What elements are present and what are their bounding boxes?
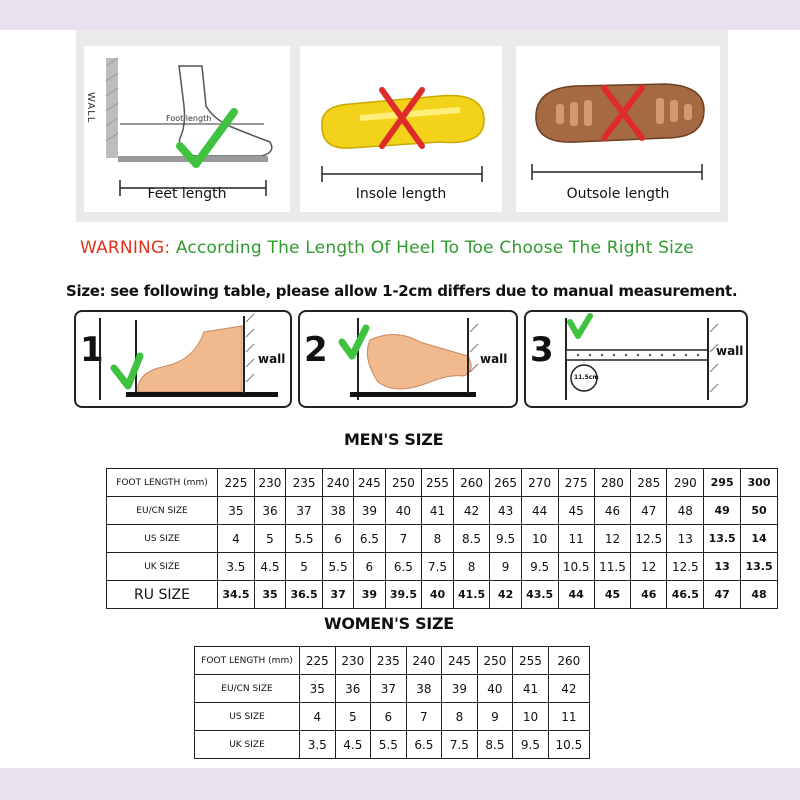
size-cell: 38: [322, 497, 353, 525]
size-cell: 240: [406, 647, 442, 675]
size-cell: 11.5: [594, 553, 630, 581]
row-label: EU/CN SIZE: [195, 675, 300, 703]
size-cell: 35: [218, 497, 255, 525]
size-cell: 37: [322, 581, 353, 609]
size-cell: 36.5: [286, 581, 323, 609]
size-cell: 270: [521, 469, 558, 497]
size-cell: 7.5: [422, 553, 453, 581]
size-cell: 10.5: [548, 731, 589, 759]
measurement-panels: [76, 30, 728, 222]
step-3-panel: [524, 310, 748, 408]
size-cell: 295: [704, 469, 741, 497]
size-cell: 275: [558, 469, 594, 497]
size-cell: 48: [741, 581, 778, 609]
size-cell: 280: [594, 469, 630, 497]
size-cell: 6: [354, 553, 385, 581]
ruler-illustration: [526, 312, 746, 406]
womens-size-title: WOMEN'S SIZE: [324, 614, 454, 633]
size-cell: 45: [558, 497, 594, 525]
size-cell: 5.5: [371, 731, 407, 759]
size-cell: 6.5: [385, 553, 422, 581]
size-cell: 36: [254, 497, 285, 525]
size-cell: 50: [741, 497, 778, 525]
size-cell: 46: [594, 497, 630, 525]
size-cell: 9.5: [513, 731, 549, 759]
step-1-panel: [74, 310, 292, 408]
size-cell: 42: [453, 497, 490, 525]
size-row: [107, 469, 778, 497]
foot-length-label: Foot length: [166, 114, 212, 123]
size-cell: 45: [594, 581, 630, 609]
size-cell: 8: [422, 525, 453, 553]
size-cell: 40: [477, 675, 513, 703]
size-row: [195, 703, 590, 731]
size-cell: 37: [286, 497, 323, 525]
outsole-length-panel: [516, 46, 720, 212]
size-cell: 5.5: [286, 525, 323, 553]
size-row: [195, 647, 590, 675]
size-cell: 4.5: [254, 553, 285, 581]
size-row: [107, 525, 778, 553]
row-label: US SIZE: [107, 525, 218, 553]
row-label: FOOT LENGTH (mm): [107, 469, 218, 497]
size-cell: 47: [631, 497, 667, 525]
outsole-length-caption: Outsole length: [566, 186, 670, 202]
size-cell: 5: [254, 525, 285, 553]
size-cell: 8: [442, 703, 478, 731]
size-cell: 41.5: [453, 581, 490, 609]
size-cell: 235: [286, 469, 323, 497]
size-cell: 8.5: [453, 525, 490, 553]
size-cell: 13.5: [704, 525, 741, 553]
size-cell: 4: [300, 703, 336, 731]
size-cell: 4.5: [335, 731, 371, 759]
measurement-badge: 11.5cm: [574, 374, 599, 381]
size-cell: 41: [422, 497, 453, 525]
size-cell: 41: [513, 675, 549, 703]
size-cell: 10: [513, 703, 549, 731]
mens-size-table: [106, 468, 778, 609]
row-label: FOOT LENGTH (mm): [195, 647, 300, 675]
feet-length-caption: Feet length: [147, 186, 227, 202]
size-cell: 40: [385, 497, 422, 525]
size-cell: 260: [453, 469, 490, 497]
size-cell: 48: [667, 497, 704, 525]
size-cell: 6: [371, 703, 407, 731]
size-cell: 13: [704, 553, 741, 581]
size-cell: 46.5: [667, 581, 704, 609]
size-row: [195, 675, 590, 703]
size-cell: 44: [558, 581, 594, 609]
size-cell: 6.5: [406, 731, 442, 759]
size-cell: 235: [371, 647, 407, 675]
size-note: Size: see following table, please allow 1-2cm differs due to manual measurement.: [66, 282, 738, 300]
size-cell: 39: [354, 497, 385, 525]
size-cell: 9.5: [490, 525, 521, 553]
wall-label: wall: [716, 344, 744, 358]
size-cell: 3.5: [218, 553, 255, 581]
wall-label: WALL: [85, 92, 96, 124]
size-cell: 6: [322, 525, 353, 553]
size-cell: 38: [406, 675, 442, 703]
insole-length-panel: [300, 46, 502, 212]
size-cell: 12.5: [667, 553, 704, 581]
size-cell: 39: [354, 581, 385, 609]
size-row: [107, 581, 778, 609]
wall-label: wall: [258, 352, 286, 366]
size-cell: 12: [631, 553, 667, 581]
size-cell: 300: [741, 469, 778, 497]
size-cell: 13: [667, 525, 704, 553]
size-cell: 37: [371, 675, 407, 703]
row-label: UK SIZE: [195, 731, 300, 759]
size-cell: 9: [490, 553, 521, 581]
size-cell: 46: [631, 581, 667, 609]
insole-length-caption: Insole length: [355, 186, 447, 202]
size-cell: 39.5: [385, 581, 422, 609]
size-cell: 12.5: [631, 525, 667, 553]
size-cell: 40: [422, 581, 453, 609]
wall-label: wall: [480, 352, 508, 366]
size-cell: 265: [490, 469, 521, 497]
size-cell: 250: [385, 469, 422, 497]
size-cell: 12: [594, 525, 630, 553]
size-cell: 255: [513, 647, 549, 675]
size-cell: 10.5: [558, 553, 594, 581]
size-cell: 3.5: [300, 731, 336, 759]
size-cell: 44: [521, 497, 558, 525]
size-cell: 230: [335, 647, 371, 675]
size-cell: 35: [300, 675, 336, 703]
row-label: UK SIZE: [107, 553, 218, 581]
size-cell: 6.5: [354, 525, 385, 553]
size-cell: 7: [385, 525, 422, 553]
size-cell: 36: [335, 675, 371, 703]
size-cell: 260: [548, 647, 589, 675]
size-cell: 7.5: [442, 731, 478, 759]
size-cell: 225: [218, 469, 255, 497]
step-number: 3: [530, 330, 554, 370]
mens-size-title: MEN'S SIZE: [344, 430, 444, 449]
row-label: US SIZE: [195, 703, 300, 731]
size-cell: 5.5: [322, 553, 353, 581]
size-cell: 290: [667, 469, 704, 497]
size-cell: 34.5: [218, 581, 255, 609]
row-label: RU SIZE: [107, 581, 218, 609]
size-cell: 49: [704, 497, 741, 525]
size-cell: 7: [406, 703, 442, 731]
womens-size-table: [194, 646, 590, 759]
size-cell: 250: [477, 647, 513, 675]
size-row: [107, 497, 778, 525]
size-cell: 43: [490, 497, 521, 525]
size-cell: 11: [558, 525, 594, 553]
size-cell: 230: [254, 469, 285, 497]
row-label: EU/CN SIZE: [107, 497, 218, 525]
size-cell: 8.5: [477, 731, 513, 759]
step-number: 2: [304, 330, 328, 370]
step-2-panel: [298, 310, 518, 408]
size-cell: 9: [477, 703, 513, 731]
size-cell: 8: [453, 553, 490, 581]
feet-length-panel: [84, 46, 290, 212]
size-cell: 42: [548, 675, 589, 703]
size-cell: 10: [521, 525, 558, 553]
size-cell: 225: [300, 647, 336, 675]
size-cell: 4: [218, 525, 255, 553]
warning-line: [80, 238, 694, 258]
size-cell: 14: [741, 525, 778, 553]
size-cell: 255: [422, 469, 453, 497]
step-number: 1: [80, 330, 104, 370]
size-cell: 42: [490, 581, 521, 609]
size-cell: 35: [254, 581, 285, 609]
size-cell: 5: [286, 553, 323, 581]
size-cell: 11: [548, 703, 589, 731]
size-guide-page: [0, 30, 800, 768]
warning-prefix: WARNING:: [80, 238, 171, 258]
size-cell: 5: [335, 703, 371, 731]
size-cell: 39: [442, 675, 478, 703]
size-cell: 285: [631, 469, 667, 497]
size-cell: 9.5: [521, 553, 558, 581]
size-cell: 47: [704, 581, 741, 609]
size-row: [107, 553, 778, 581]
size-cell: 245: [354, 469, 385, 497]
size-cell: 245: [442, 647, 478, 675]
size-cell: 240: [322, 469, 353, 497]
size-row: [195, 731, 590, 759]
size-cell: 43.5: [521, 581, 558, 609]
warning-text: According The Length Of Heel To Toe Choose The Right Size: [175, 238, 694, 258]
size-cell: 13.5: [741, 553, 778, 581]
